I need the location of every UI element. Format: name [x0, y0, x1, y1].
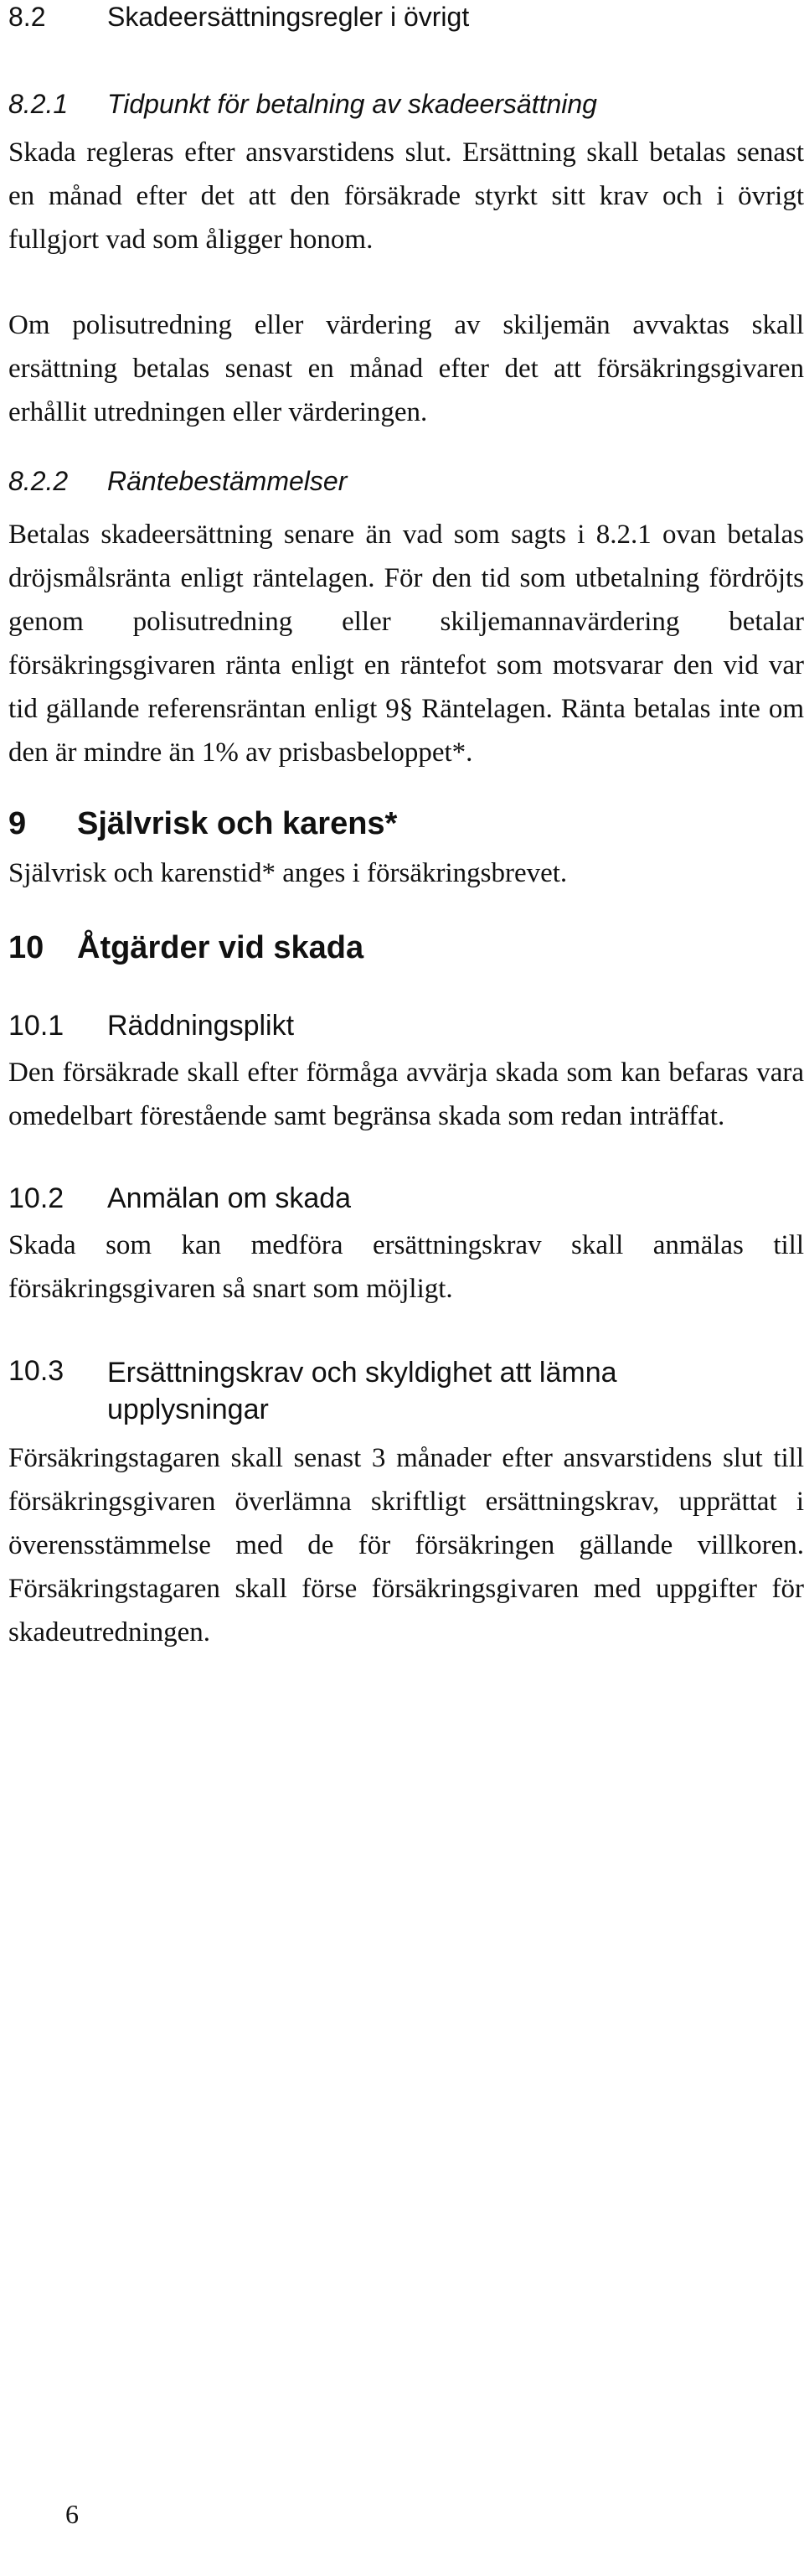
heading-10-2 — [8, 1182, 804, 1215]
paragraph: Självrisk och karenstid* anges i försäkringsbrevet. — [8, 858, 568, 888]
heading-8-2-2 — [8, 464, 804, 498]
heading-number: 10 — [8, 930, 44, 965]
paragraph: Betalas skadeersättning senare än vad som sagts i 8.2.1 ovan betalas dröjsmålsränta enligt räntelagen. För den tid som utbetalning fördröjts genom polisutredning eller skiljemannavärdering betalar försäkringsgivaren ränta enligt en räntefot som motsvarar den vid var tid gällande referensräntan enligt 9§ Räntelagen. Ränta betalas inte om den är mindre än 1% av prisbasbeloppet*. — [8, 520, 804, 768]
heading-title: Självrisk och karens* — [77, 806, 398, 841]
heading-title-line: Ersättningskrav och skyldighet att lämna — [107, 1357, 617, 1389]
heading-title: Skadeersättningsregler i övrigt — [107, 2, 470, 32]
heading-title: Anmälan om skada — [107, 1182, 352, 1214]
paragraph: Skada regleras efter ansvarstidens slut. Ersättning skall betalas senast en månad efter det att den försäkrade styrkt sitt krav och i övrigt fullgjort vad som åligger honom. — [8, 137, 804, 255]
heading-number: 10.2 — [8, 1182, 64, 1214]
page-number: 6 — [65, 2499, 79, 2529]
heading-10-1 — [8, 1009, 804, 1042]
heading-number: 8.2.1 — [8, 89, 69, 119]
heading-number: 10.1 — [8, 1010, 64, 1042]
heading-number: 8.2.2 — [8, 466, 69, 496]
heading-title-block — [107, 1354, 617, 1428]
heading-title: Tidpunkt för betalning av skadeersättning — [107, 89, 597, 119]
document-content — [8, 0, 804, 1654]
heading-title: Räntebestämmelser — [107, 466, 348, 496]
paragraph: Skada som kan medföra ersättningskrav skall anmälas till försäkringsgivaren så snart som möjligt. — [8, 1230, 804, 1304]
heading-9 — [8, 804, 804, 843]
heading-8-2-1 — [8, 87, 804, 121]
heading-number: 9 — [8, 806, 27, 841]
heading-10-3 — [8, 1354, 804, 1428]
heading-10 — [8, 928, 804, 967]
heading-title: Räddningsplikt — [107, 1010, 295, 1042]
heading-number: 10.3 — [8, 1355, 64, 1387]
heading-8-2 — [8, 0, 804, 34]
paragraph: Försäkringstagaren skall senast 3 månader efter ansvarstidens slut till försäkringsgivaren överlämna skriftligt ersättningskrav, upprättat i överensstämmelse med de för försäkringen gällande villkoren. Försäkringstagaren skall förse försäkringsgivaren med uppgifter för skadeutredningen. — [8, 1443, 804, 1648]
heading-number: 8.2 — [8, 2, 46, 32]
heading-title-line: upplysningar — [107, 1394, 269, 1425]
heading-title: Åtgärder vid skada — [77, 930, 364, 965]
paragraph: Om polisutredning eller värdering av skiljemän avvaktas skall ersättning betalas senast en månad efter det att försäkringsgivaren erhållit utredningen eller värderingen. — [8, 310, 804, 427]
paragraph: Den försäkrade skall efter förmåga avvärja skada som kan befaras vara omedelbart förestående samt begränsa skada som redan inträffat. — [8, 1058, 804, 1131]
